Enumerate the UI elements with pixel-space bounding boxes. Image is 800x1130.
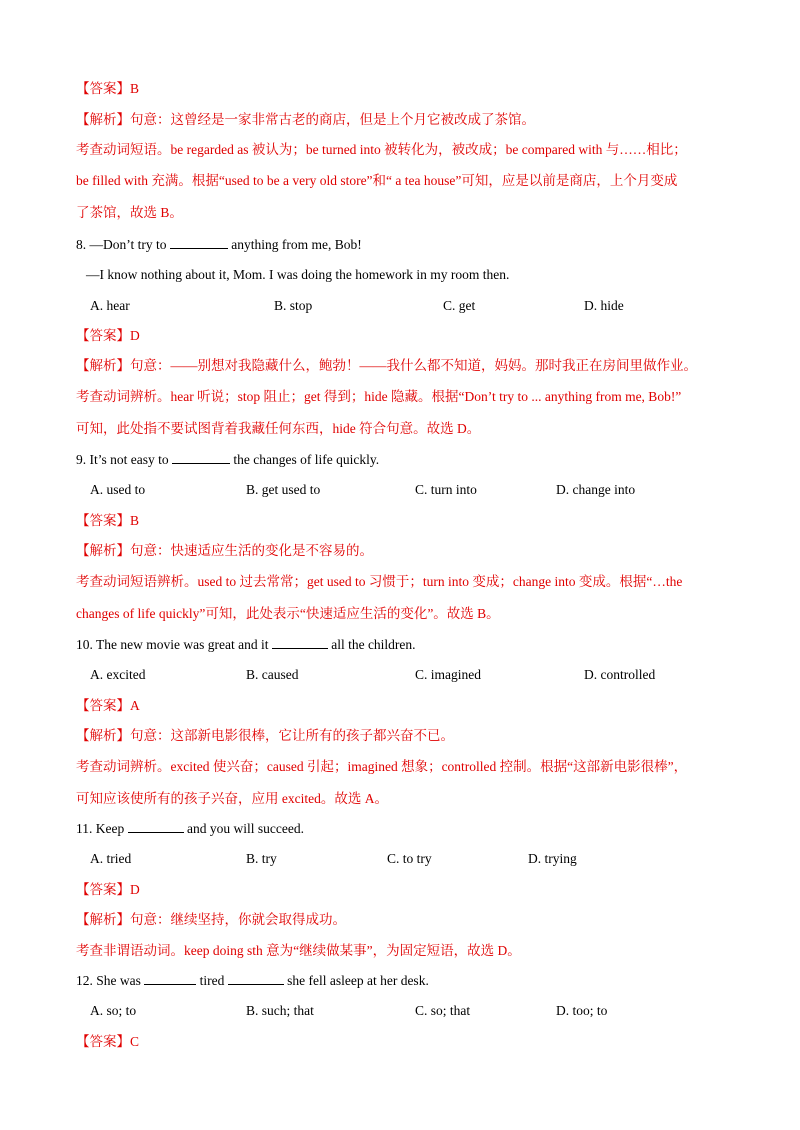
question-10-stem	[76, 636, 416, 654]
stem-text: 12. She was	[76, 973, 145, 988]
answer-label: 【答案】C	[76, 1034, 140, 1049]
option-a[interactable]: A. hear	[90, 298, 130, 313]
answer-label: 【答案】B	[76, 81, 140, 96]
stem-text: 8. —Don’t try to	[76, 237, 170, 252]
option-a[interactable]: A. used to	[90, 482, 146, 497]
answer-blank	[170, 236, 228, 249]
explanation: 【解析】句意：这部新电影很棒，它让所有的孩子都兴奋不已。	[76, 728, 454, 743]
stem-text: she fell asleep at her desk.	[283, 973, 429, 988]
note-line: 考查动词辨析。hear 听说；stop 阻止；get 得到；hide 隐藏。根据“Don’t try to ... anything from me, Bob!”	[76, 389, 682, 404]
answer-blank	[128, 820, 184, 833]
option-c[interactable]: C. imagined	[415, 667, 481, 682]
answer-label: 【答案】D	[76, 882, 140, 897]
stem-text: and you will succeed.	[183, 821, 304, 836]
answer-label: 【答案】A	[76, 698, 140, 713]
stem-text: 10. The new movie was great and it	[76, 637, 272, 652]
answer-label: 【答案】D	[76, 328, 140, 343]
answer-blank	[272, 636, 328, 649]
stem-text: the changes of life quickly.	[230, 452, 380, 467]
question-12-stem	[76, 972, 429, 990]
answer-blank	[144, 972, 196, 985]
option-c[interactable]: C. turn into	[415, 482, 477, 497]
option-a[interactable]: A. tried	[90, 851, 132, 866]
question-8-dialogue: —I know nothing about it, Mom. I was doing the homework in my room then.	[86, 267, 510, 282]
note-line: 考查非谓语动词。keep doing sth 意为“继续做某事”，为固定短语，故选 D。	[76, 943, 521, 958]
option-c[interactable]: C. to try	[387, 851, 432, 866]
question-8-stem	[76, 236, 362, 254]
explanation: 【解析】句意：快速适应生活的变化是不容易的。	[76, 543, 373, 558]
option-b[interactable]: B. try	[246, 851, 277, 866]
option-a[interactable]: A. excited	[90, 667, 146, 682]
note-line: changes of life quickly”可知，此处表示“快速适应生活的变化”。故选 B。	[76, 606, 500, 621]
note-line: 考查动词短语。be regarded as 被认为；be turned into 被转化为，被改成；be compared with 与……相比；	[76, 142, 687, 157]
stem-text: tired	[196, 973, 228, 988]
note-line: 可知，此处指不要试图背着我藏任何东西，hide 符合句意。故选 D。	[76, 421, 481, 436]
option-d[interactable]: D. controlled	[584, 667, 656, 682]
answer-blank	[228, 972, 284, 985]
option-b[interactable]: B. caused	[246, 667, 299, 682]
option-b[interactable]: B. stop	[274, 298, 313, 313]
note-line: be filled with 充满。根据“used to be a very old store”和“ a tea house”可知，应是以前是商店，上个月变成	[76, 173, 678, 188]
option-b[interactable]: B. get used to	[246, 482, 321, 497]
option-d[interactable]: D. trying	[528, 851, 577, 866]
stem-text: 11. Keep	[76, 821, 128, 836]
option-c[interactable]: C. get	[443, 298, 476, 313]
option-d[interactable]: D. hide	[584, 298, 624, 313]
answer-label: 【答案】B	[76, 513, 140, 528]
question-11-stem	[76, 820, 304, 838]
explanation: 【解析】句意：——别想对我隐藏什么，鲍勃！——我什么都不知道，妈妈。那时我正在房间里做作业。	[76, 358, 697, 373]
option-c[interactable]: C. so; that	[415, 1003, 471, 1018]
note-line: 考查动词辨析。excited 使兴奋；caused 引起；imagined 想象；controlled 控制。根据“这部新电影很棒”，	[76, 759, 688, 774]
note-line: 可知应该使所有的孩子兴奋，应用 excited。故选 A。	[76, 791, 388, 806]
option-d[interactable]: D. change into	[556, 482, 636, 497]
stem-text: anything from me, Bob!	[227, 237, 362, 252]
note-line: 了茶馆，故选 B。	[76, 205, 183, 220]
option-b[interactable]: B. such; that	[246, 1003, 314, 1018]
option-a[interactable]: A. so; to	[90, 1003, 137, 1018]
stem-text: 9. It’s not easy to	[76, 452, 172, 467]
explanation: 【解析】句意：继续坚持，你就会取得成功。	[76, 912, 346, 927]
explanation: 【解析】句意：这曾经是一家非常古老的商店，但是上个月它被改成了茶馆。	[76, 112, 535, 127]
stem-text: all the children.	[327, 637, 416, 652]
answer-blank	[172, 451, 230, 464]
option-d[interactable]: D. too; to	[556, 1003, 608, 1018]
question-9-stem	[76, 451, 379, 469]
note-line: 考查动词短语辨析。used to 过去常常；get used to 习惯于；turn into 变成；change into 变成。根据“…the	[76, 574, 683, 589]
